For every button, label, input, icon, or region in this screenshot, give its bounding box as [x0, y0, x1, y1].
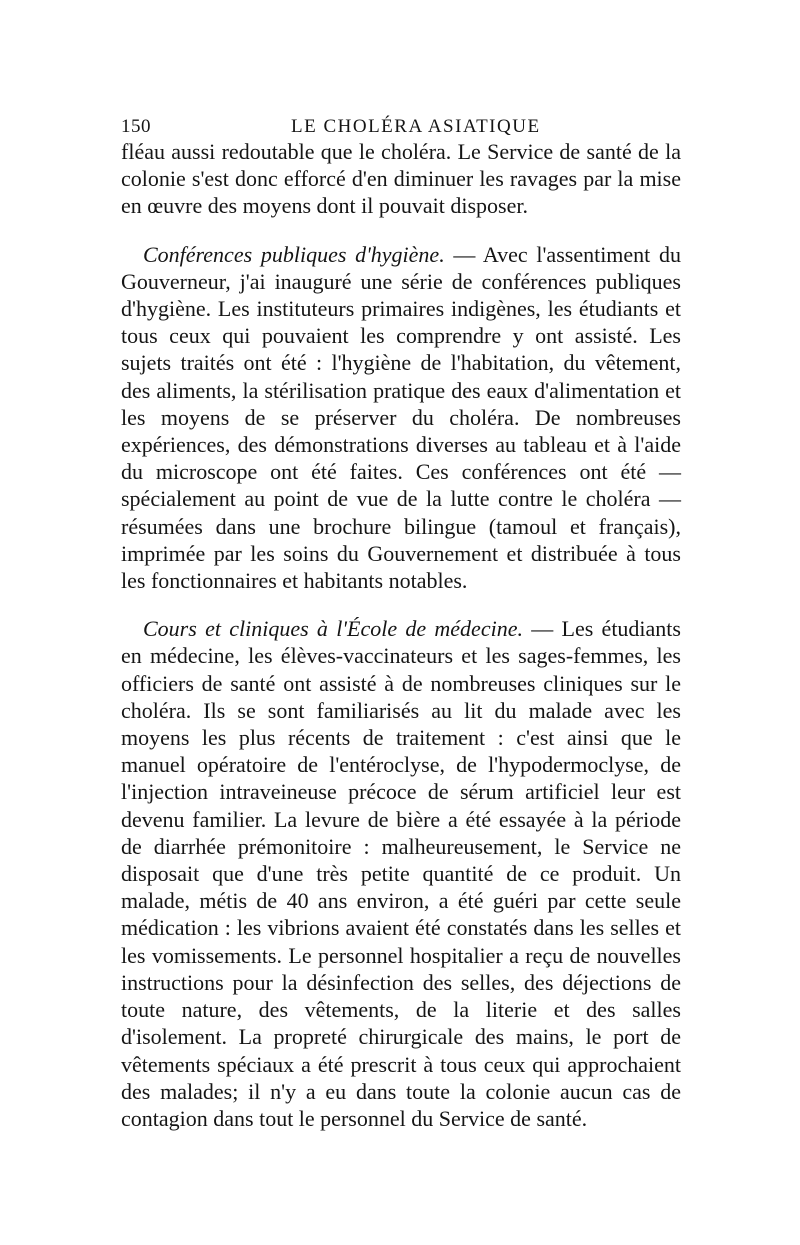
running-title: LE CHOLÉRA ASIATIQUE: [291, 116, 541, 137]
paragraph-text: fléau aussi redoutable que le choléra. Le Service de santé de la colonie s'est donc efforcé d'en diminuer les ravages par la mise en œuvre des moyens dont il pouvait disposer.: [121, 139, 681, 219]
paragraph-text: — Avec l'assentiment du Gouverneur, j'ai inauguré une série de conférences publiques d'hygiène. Les instituteurs primaires indigènes, les étudiants et tous ceux qui pouvaient les comprendre y ont assisté. Les sujets traités ont été : l'hygiène de l'habitation, du vêtement, des aliments, la stérilisation pratique des eaux d'alimentation et les moyens de se préserver du choléra. De nombreuses expériences, des démonstrations diverses au tableau et à l'aide du microscope ont été faites. Ces conférences ont été — spécialement au point de vue de la lutte contre le choléra — résumées dans une brochure bilingue (tamoul et français), imprimée par les soins du Gouvernement et distribuée à tous les fonctionnaires et habitants notables.: [121, 241, 681, 594]
running-head: [121, 108, 681, 138]
section-heading-conferences: Conférences publiques d'hygiène.: [143, 241, 445, 267]
book-page: [121, 108, 681, 1132]
paragraph-conferences: [121, 241, 681, 595]
paragraph-text: — Les étudiants en médecine, les élèves-vaccinateurs et les sages-femmes, les officiers de santé ont assisté à de nombreuses cliniques sur le choléra. Ils se sont familiarisés au lit du malade avec les moyens les plus récents de traitement : c'est ainsi que le manuel opératoire de l'entéroclyse, de l'hypodermoclyse, de l'injection intraveineuse précoce de sérum artificiel leur est devenu familier. La levure de bière a été essayée à la période de diarrhée prémonitoire : malheureusement, le Service ne disposait que d'une très petite quantité de ce produit. Un malade, métis de 40 ans environ, a été guéri par cette seule médication : les vibrions avaient été constatés dans les selles et les vomissements. Le personnel hospitalier a reçu de nouvelles instructions pour la désinfection des selles, des déjections de toute nature, des vêtements, de la literie et des salles d'isolement. La propreté chirurgicale des mains, le port de vêtements spéciaux a été prescrit à tous ceux qui approchaient des malades; il n'y a eu dans toute la colonie aucun cas de contagion dans tout le personnel du Service de santé.: [121, 616, 681, 1131]
paragraph-continuation: [121, 138, 681, 220]
section-heading-cours-cliniques: Cours et cliniques à l'École de médecine.: [143, 616, 523, 642]
page-number: 150: [121, 116, 151, 137]
paragraph-cours-cliniques: [121, 615, 681, 1132]
